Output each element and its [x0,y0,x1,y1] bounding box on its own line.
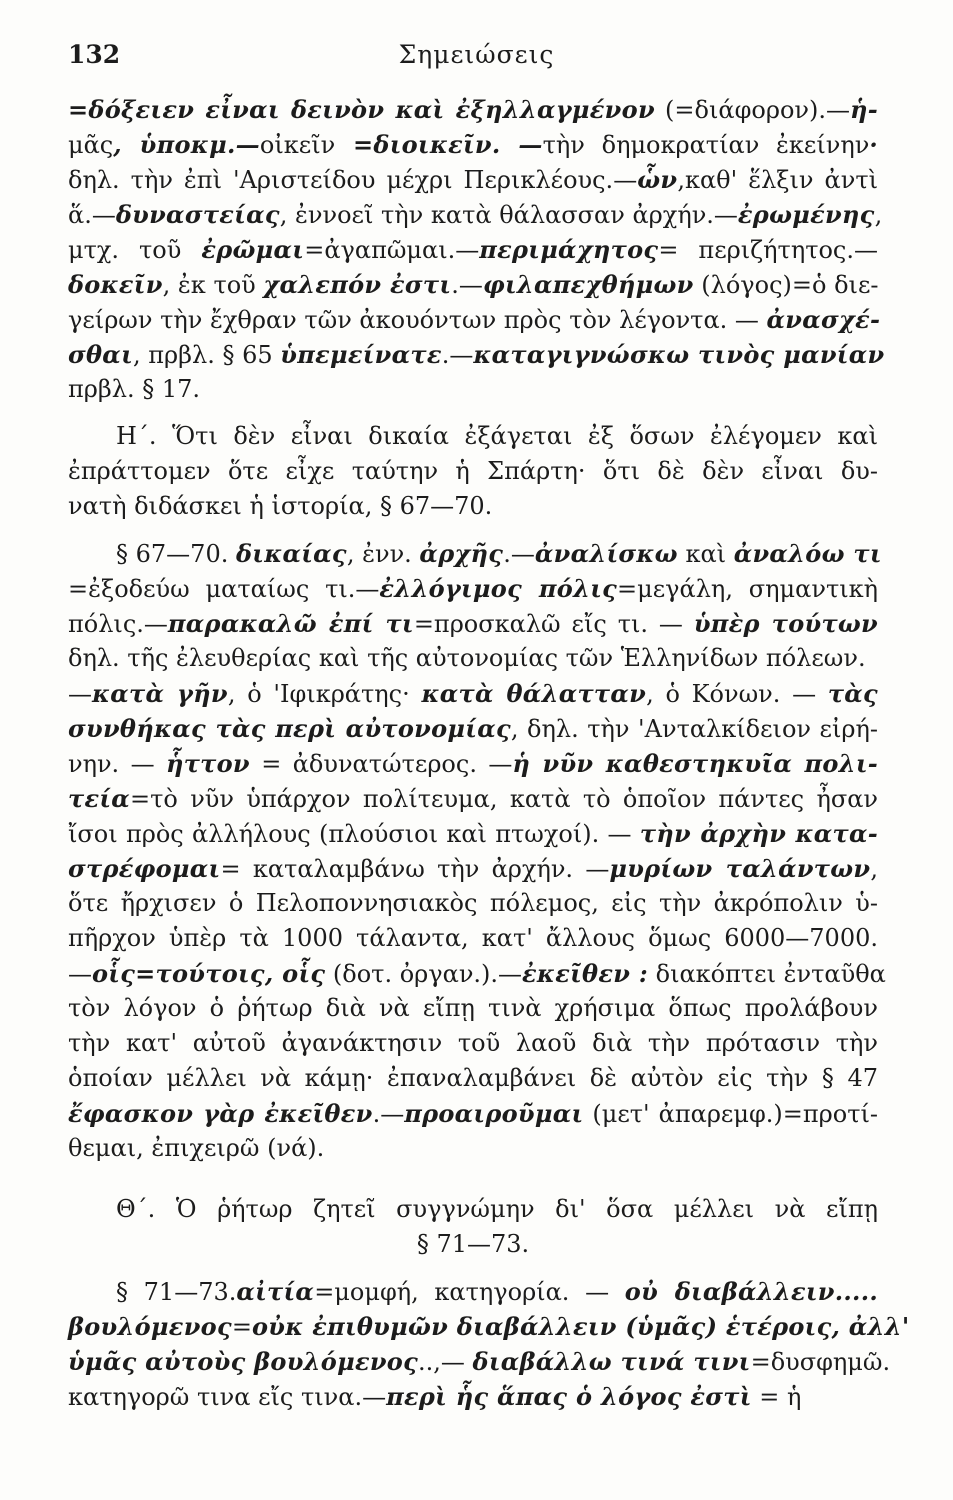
lemma-term: δικαίας [235,539,347,568]
gloss-text: (δοτ. ὀργαν.).— [325,960,523,988]
text-line [68,232,878,267]
gloss-text: .— [503,540,535,568]
gloss-text: μτχ. τοῦ [68,236,202,264]
lemma-term: οἷς=τούτοις, οἷς [92,959,326,988]
gloss-text: ἅ.— [68,201,116,229]
text-line [68,337,885,372]
lemma-term: τὰς [827,679,878,708]
lemma-term: κατὰ θάλατταν [421,679,647,708]
gloss-text: θεμαι, ἐπιχειρῶ (νά). [68,1134,325,1162]
lemma-term: , ὑποκμ.— [113,130,260,159]
text-line [68,1061,878,1096]
gloss-text: πόλις.— [68,610,168,638]
lemma-term: κατὰ γῆν [92,679,228,708]
lemma-term: καταγιγνώσκω τινὸς μανίαν [473,340,885,369]
gloss-text: ..,— [418,1348,473,1376]
text-line [68,921,878,956]
gloss-text: (λόγος)=ὁ διε- [693,271,879,299]
lemma-term: προαιροῦμαι [404,1099,584,1128]
text-line: § 71—73. [416,1230,530,1258]
text-line [68,162,878,197]
gloss-text: , ἐκ τοῦ [162,271,264,299]
gloss-text: δηλ. τῆς ἐλευθερίας καὶ τῆς αὐτονομίας τῶν Ἑλληνίδων πόλεων. [68,644,866,672]
gloss-text: =ἐξοδεύω ματαίως τι.— [68,575,380,603]
lemma-term: ἐρῶμαι [201,235,305,264]
lemma-term: φιλαπεχθήμων [482,270,694,299]
gloss-text: νην. — [68,750,166,778]
lemma-term: τὴν ἀρχὴν κατα- [639,819,879,848]
lemma-term: =δόξειεν εἶναι δεινὸν καὶ ἐξηλλαγμένον [68,95,655,124]
text-line [68,991,878,1026]
text-line [68,372,878,407]
gloss-text: πρβλ. § 17. [68,375,201,403]
text-line [68,536,882,571]
gloss-text: οἰκεῖν [259,131,336,159]
text-line [68,1096,878,1131]
lemma-term: δυναστείας [115,200,280,229]
gloss-text: , [874,201,883,229]
gloss-text: , ὁ Κόνων. — [646,680,828,708]
text-line [68,1309,910,1344]
lemma-term: ἡ νῦν καθεστηκυῖα πολι- [512,749,879,778]
lemma-term: ἧττον [165,749,250,778]
text-line: νατὴ διδάσκει ἡ ἱστορία, § 67—70. [68,492,493,520]
gloss-text: =μομφή, κατηγορία. — [314,1278,625,1306]
lemma-term: =διοικεῖν. — [335,130,543,159]
gloss-text: =ἀγαπῶμαι.— [304,236,480,264]
text-line [68,1026,878,1061]
page-number: 132 [68,40,121,69]
text-line [68,816,878,851]
gloss-text: , [870,855,879,883]
gloss-text: — [68,960,92,988]
text-line: Η΄. Ὅτι δὲν εἶναι δικαία ἐξάγεται ἐξ ὅσων ἐλέγομεν καὶ [116,422,878,450]
gloss-text: = ἀδυνατώτερος. — [249,750,513,778]
lemma-term: οὐ διαβάλλειν..... [624,1277,879,1306]
gloss-text: πῆρχον ὑπὲρ τὰ 1000 τάλαντα, κατ' ἄλλους ὅμως 6000—7000. [68,924,878,952]
gloss-text: καὶ [677,540,734,568]
text-line [68,851,878,886]
section-h-intro [68,419,878,524]
text-line [68,676,878,711]
lemma-term: συνθήκας τὰς περὶ αὐτονομίας [68,714,511,743]
lemma-term: ἡ- [849,95,878,124]
lemma-term: ἐκεῖθεν : [522,959,648,988]
gloss-text: — [68,680,92,708]
lemma-term: περὶ ἧς ἅπας ὁ λόγος ἐστὶ [386,1382,752,1411]
lemma-term: ἐλλόγιμος πόλις [379,574,618,603]
text-line [68,571,878,606]
gloss-text: (=διάφορον).— [654,96,850,124]
lemma-term: · [869,130,878,159]
text-line [68,711,878,746]
gloss-text: κατηγορῶ τινα εἴς τινα.— [68,1383,387,1411]
text-line: Θ΄. Ὁ ῥήτωρ ζητεῖ συγγνώμην δι' ὅσα μέλλει νὰ εἴπῃ [116,1195,878,1223]
lemma-term: μυρίων ταλάντων [609,854,871,883]
text-line [68,1274,878,1309]
gloss-text: τὴν δημοκρατίαν ἐκείνην [542,131,870,159]
gloss-text: δηλ. τὴν ἐπὶ 'Αριστείδου μέχρι Περικλέους.— [68,166,638,194]
lemma-term: ἀναλίσκω [534,539,678,568]
gloss-text: , δηλ. τὴν 'Ανταλκίδειον εἰρή- [510,715,878,743]
lemma-term: διαβάλλω τινά τινι [472,1347,751,1376]
lemma-term: ὑμᾶς αὐτοὺς βουλόμενος [68,1347,419,1376]
lemma-term: ἀρχῆς [419,539,504,568]
text-line [68,127,878,162]
gloss-text: διακόπτει ἐνταῦθα [647,960,886,988]
gloss-text: ,καθ' ἕλξιν ἀντὶ [677,166,879,194]
lemma-term: σθαι [68,340,133,369]
gloss-text: ὁποίαν μέλλει νὰ κάμῃ· ἐπαναλαμβάνει δὲ αὐτὸν εἰς τὴν § 47 [68,1064,878,1092]
gloss-text: , πρβλ. § 65 [133,341,281,369]
gloss-text: .— [451,271,483,299]
lemma-term: ἐρωμένης [737,200,875,229]
text-line [68,886,878,921]
gloss-text: , ἐνν. [346,540,420,568]
gloss-text: τὴν κατ' αὐτοῦ ἀγανάκτησιν τοῦ λαοῦ διὰ τὴν πρότασιν τὴν [68,1029,878,1057]
gloss-text: =μεγάλη, σημαντικὴ [617,575,879,603]
text-line: ἐπράττομεν ὅτε εἶχε ταύτην ἡ Σπάρτη· ὅτι δὲ δὲν εἶναι δυ- [68,457,878,485]
gloss-text: =δυσφημῶ. [750,1348,891,1376]
lemma-term: τεία [68,784,131,813]
lemma-term: βουλόμενος [68,1312,232,1341]
lemma-term: περιμάχητος [479,235,659,264]
text-line [68,1344,891,1379]
text-line [68,1131,878,1166]
gloss-text: .— [441,341,474,369]
text-line [68,267,878,302]
gloss-text: , ἐννοεῖ τὴν κατὰ θάλασσαν ἀρχήν.— [279,201,738,229]
gloss-text: § 67—70. [116,540,236,568]
gloss-text: = ἡ [751,1383,802,1411]
lemma-term: ὑπὲρ τούτων [693,609,879,638]
gloss-text: ὅτε ἤρχισεν ὁ Πελοποννησιακὸς πόλεμος, εἰς τὴν ἀκρόπολιν ὑ- [68,889,878,917]
section-h-notes [68,536,886,1166]
section-g-notes [68,92,885,407]
page-body [68,92,910,1414]
running-title: Σημειώσεις [398,40,555,69]
lemma-term: στρέφομαι [68,854,221,883]
lemma-term: ἔφασκον γὰρ ἐκεῖθεν [68,1099,373,1128]
lemma-term: ὧν [637,165,678,194]
gloss-text: , ὁ 'Ιφικράτης· [227,680,422,708]
lemma-term: ἀνασχέ- [766,305,881,334]
section-th-notes [68,1274,910,1414]
lemma-term: ἀναλόω τι [733,539,882,568]
section-th-intro [68,1192,878,1262]
page-header [0,40,953,80]
text-line [68,92,878,127]
text-line [68,197,883,232]
lemma-term: αἰτία [236,1277,315,1306]
text-line [68,746,878,781]
lemma-term: δοκεῖν [68,270,163,299]
gloss-text: ἴσοι πρὸς ἀλλήλους (πλούσιοι καὶ πτωχοί). — [68,820,640,848]
gloss-text: = [231,1313,252,1341]
gloss-text: =προσκαλῶ εἴς τι. — [413,610,694,638]
lemma-term: ὑπεμείνατε [280,340,442,369]
text-line [68,781,878,816]
text-line [68,606,878,641]
gloss-text: =τὸ νῦν ὑπάρχον πολίτευμα, κατὰ τὸ ὁποῖον πάντες ἦσαν [130,785,878,813]
lemma-term: οὐκ ἐπιθυμῶν διαβάλλειν (ὑμᾶς) ἑτέροις, ἀλλ' [251,1312,910,1341]
lemma-term: χαλεπόν ἐστι [263,270,452,299]
gloss-text: § 71—73. [116,1278,237,1306]
gloss-text: = περιζήτητος.— [658,236,879,264]
text-line [68,641,878,676]
gloss-text: = καταλαμβάνω τὴν ἀρχήν. — [220,855,610,883]
gloss-text: .— [372,1100,405,1128]
gloss-text: μᾶς [68,131,114,159]
gloss-text: (μετ' ἀπαρεμφ.)=προτί- [583,1100,878,1128]
text-line [68,302,881,337]
gloss-text: γείρων τὴν ἔχθραν τῶν ἀκουόντων πρὸς τὸν λέγοντα. — [68,306,767,334]
gloss-text: τὸν λόγον ὁ ῥήτωρ διὰ νὰ εἴπῃ τινὰ χρήσιμα ὅπως προλάβουν [68,994,878,1022]
lemma-term: παρακαλῶ ἐπί τι [167,609,414,638]
text-line [68,956,886,991]
text-line [68,1379,878,1414]
